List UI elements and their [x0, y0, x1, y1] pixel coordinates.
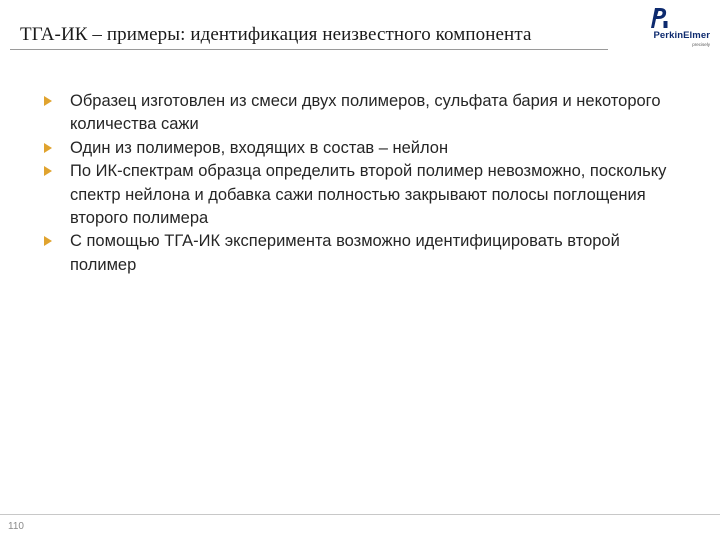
bullet-text: По ИК-спектрам образца определить второй полимер невозможно, поскольку спектр нейлона и добавка сажи полностью закрывают полосы поглощения второго полимера [70, 162, 667, 228]
list-item [44, 90, 684, 137]
triangle-right-icon [44, 96, 52, 106]
list-item [44, 160, 684, 230]
triangle-right-icon [44, 143, 52, 153]
bullet-text: С помощью ТГА-ИК эксперимента возможно идентифицировать второй полимер [70, 232, 620, 274]
slide-title: ТГА-ИК – примеры: идентификация неизвестного компонента [20, 24, 532, 45]
triangle-right-icon [44, 236, 52, 246]
company-logo [630, 6, 710, 50]
list-item [44, 230, 684, 277]
page-number: 110 [8, 521, 24, 532]
bullet-text: Один из полимеров, входящих в состав – нейлон [70, 138, 449, 157]
footer-divider [0, 514, 720, 515]
title-divider [10, 49, 608, 50]
perkinelmer-logo-icon [648, 6, 670, 30]
bullet-list [44, 90, 684, 277]
list-item [44, 137, 684, 160]
logo-tagline: precisely [692, 42, 710, 47]
logo-wordmark: PerkinElmer [653, 30, 710, 41]
triangle-right-icon [44, 166, 52, 176]
bullet-text: Образец изготовлен из смеси двух полимеров, сульфата бария и некоторого количества сажи [70, 92, 661, 134]
